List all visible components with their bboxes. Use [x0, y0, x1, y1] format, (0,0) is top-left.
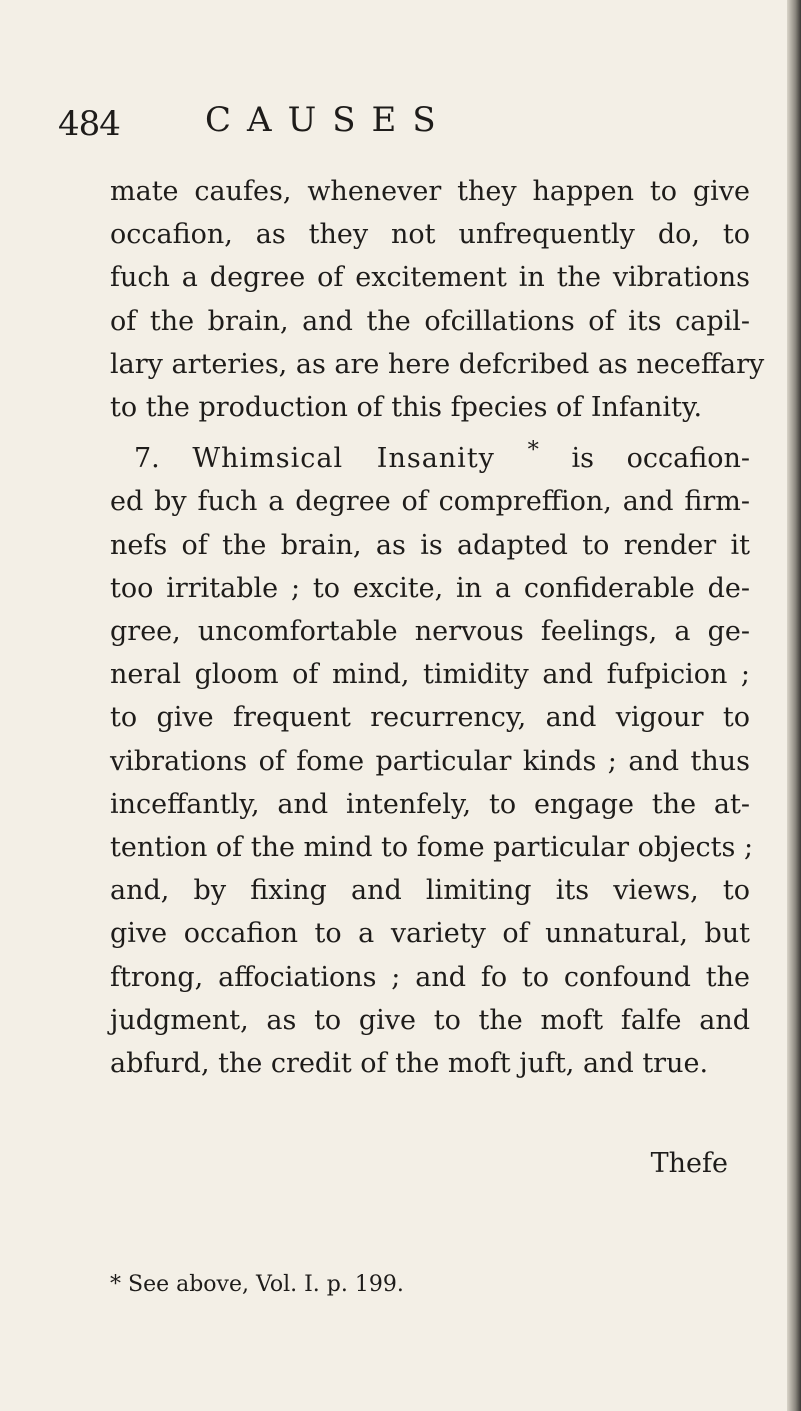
page-edge-shadow: [787, 0, 801, 1411]
text-line: to give frequent recurrency, and vigour to: [110, 702, 750, 734]
footnote-mark: *: [527, 437, 539, 464]
running-head: CAUSES: [205, 100, 452, 140]
text-line: abfurd, the credit of the moft juft, and true.: [110, 1048, 709, 1080]
page-number: 484: [58, 104, 120, 144]
heading-line-rest: is occafion-: [571, 443, 751, 475]
text-line: vibrations of fome particular kinds ; and thus: [110, 745, 750, 777]
footnote: * See above, Vol. I. p. 199.: [110, 1272, 404, 1297]
text-line: tention of the mind to fome particular objects ;: [110, 832, 754, 864]
text-line: ed by fuch a degree of compreffion, and firm-: [110, 486, 750, 518]
text-line: gree, uncomfortable nervous feelings, a ge-: [110, 616, 750, 648]
catchword: Thefe: [650, 1148, 728, 1179]
body-text: [110, 170, 765, 1085]
text-line: to the production of this fpecies of Infanity.: [110, 392, 703, 424]
page-header: [58, 98, 758, 158]
section-heading: Whimsical Insanity: [192, 443, 495, 475]
text-line: fuch a degree of excitement in the vibrations: [110, 262, 750, 294]
text-line: lary arteries, as are here defcribed as neceffary: [110, 348, 765, 380]
text-line: too irritable ; to excite, in a confiderable de-: [110, 572, 750, 604]
text-line: of the brain, and the ofcillations of its capil-: [110, 305, 750, 337]
text-line: give occafion to a variety of unnatural, but: [110, 918, 750, 950]
text-line: nefs of the brain, as is adapted to render it: [110, 529, 750, 561]
text-line: neral gloom of mind, timidity and fufpicion ;: [110, 659, 750, 691]
text-line: judgment, as to give to the moft falfe and: [110, 1004, 750, 1036]
paragraph-heading-line: [110, 429, 750, 480]
paragraph-number: 7.: [134, 443, 160, 475]
text-line: inceffantly, and intenfely, to engage the at-: [110, 788, 750, 820]
text-line: mate caufes, whenever they happen to give: [110, 176, 750, 207]
text-line: ftrong, affociations ; and fo to confound the: [110, 961, 750, 993]
text-line: and, by fixing and limiting its views, to: [110, 875, 750, 907]
text-line: occafion, as they not unfrequently do, to: [110, 219, 750, 251]
